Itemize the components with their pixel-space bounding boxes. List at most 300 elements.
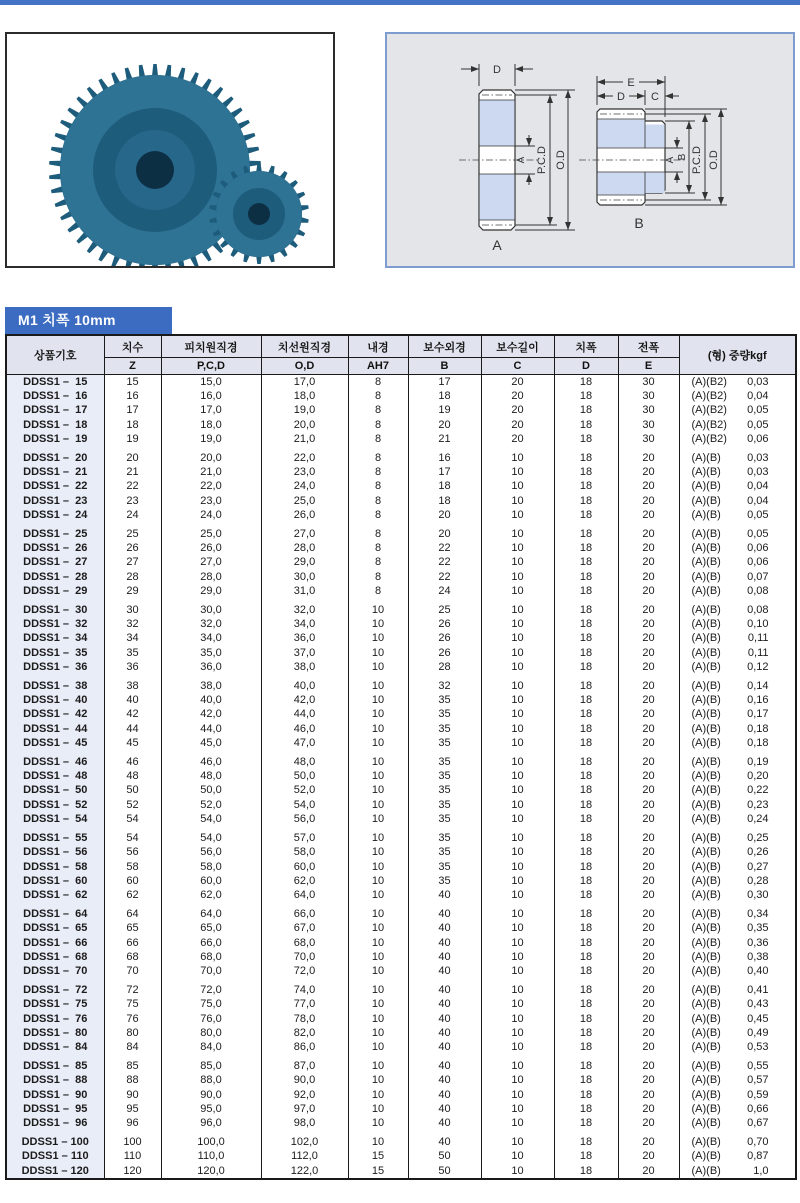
dim-label-od: O.D [555,150,567,170]
value-cell: 97,0 [261,1102,348,1116]
weight-value: 0,49 [747,1026,769,1039]
value-cell: 10 [481,1088,554,1102]
weight-cell [679,494,796,508]
value-cell: 23 [104,494,161,508]
value-cell: 46 [104,750,161,769]
weight-type: (A)(B) [691,936,721,949]
value-cell: 20 [481,403,554,417]
table-row [6,598,796,617]
table-row [6,936,796,950]
product-code-cell: DDSS1 – 30 [6,598,104,617]
value-cell: 10 [348,860,408,874]
weight-type: (A)(B) [691,646,721,659]
value-cell: 10 [348,660,408,674]
value-cell: 18 [554,902,618,921]
weight-value: 0,04 [747,390,769,403]
value-cell: 10 [348,631,408,645]
dim-label-a: A [516,156,527,164]
table-row [6,950,796,964]
value-cell: 110 [104,1149,161,1163]
table-row [6,769,796,783]
value-cell: 10 [348,693,408,707]
weight-value: 0,06 [747,556,769,569]
value-cell: 32 [408,674,481,693]
value-cell: 20 [618,555,679,569]
table-row [6,660,796,674]
product-code-cell: DDSS1 – 44 [6,722,104,736]
value-cell: 38 [104,674,161,693]
row-group [6,902,796,978]
weight-cell [679,646,796,660]
table-row [6,874,796,888]
weight-type: (A)(B) [691,950,721,963]
weight-value: 0,45 [747,1012,769,1025]
value-cell: 42,0 [161,707,261,721]
value-cell: 10 [481,570,554,584]
value-cell: 10 [348,1040,408,1054]
value-cell: 56,0 [161,845,261,859]
value-cell: 18 [408,389,481,403]
weight-type: (A)(B) [691,1026,721,1039]
table-row [6,1164,796,1179]
product-code-cell: DDSS1 – 120 [6,1164,104,1179]
value-cell: 29 [104,584,161,598]
table-row [6,845,796,859]
weight-value: 0,04 [747,494,769,507]
value-cell: 10 [481,860,554,874]
weight-cell [679,541,796,555]
product-code-cell: DDSS1 – 64 [6,902,104,921]
product-code-cell: DDSS1 – 60 [6,874,104,888]
product-code-cell: DDSS1 – 32 [6,617,104,631]
value-cell: 25 [408,598,481,617]
row-group [6,978,796,1054]
value-cell: 57,0 [261,826,348,845]
weight-type: (A)(B) [691,1012,721,1025]
value-cell: 10 [481,798,554,812]
small-gear-bore [248,203,270,225]
value-cell: 36,0 [161,660,261,674]
weight-type: (A)(B) [691,494,721,507]
gear-photo [5,32,335,268]
value-cell: 10 [481,750,554,769]
table-row [6,978,796,997]
value-cell: 10 [481,693,554,707]
value-cell: 34 [104,631,161,645]
table-row [6,432,796,446]
value-cell: 21 [408,432,481,446]
value-cell: 80,0 [161,1026,261,1040]
weight-type: (A)(B) [691,812,721,825]
value-cell: 10 [481,1116,554,1130]
value-cell: 18 [554,598,618,617]
value-cell: 40,0 [261,674,348,693]
value-cell: 10 [481,874,554,888]
value-cell: 20 [618,707,679,721]
value-cell: 18 [554,874,618,888]
value-cell: 20 [618,860,679,874]
value-cell: 20 [481,389,554,403]
row-group [6,1054,796,1130]
value-cell: 10 [348,1073,408,1087]
value-cell: 84,0 [161,1040,261,1054]
weight-type: (A)(B) [691,922,721,935]
value-cell: 18 [554,418,618,432]
weight-type: (A)(B) [691,984,721,997]
weight-value: 0,23 [747,798,769,811]
weight-value: 0,57 [747,1074,769,1087]
value-cell: 24,0 [161,508,261,522]
weight-value: 0,12 [747,660,769,673]
value-cell: 20 [618,950,679,964]
value-cell: 10 [481,997,554,1011]
weight-type: (A)(B) [691,1088,721,1101]
weight-value: 0,03 [747,466,769,479]
value-cell: 20 [618,693,679,707]
weight-type: (A)(B) [691,1150,721,1163]
weight-cell [679,598,796,617]
weight-type: (A)(B) [691,1102,721,1115]
value-cell: 20 [104,446,161,465]
value-cell: 10 [481,964,554,978]
value-cell: 8 [348,446,408,465]
weight-value: 0,34 [747,908,769,921]
value-cell: 20 [618,598,679,617]
value-cell: 24 [408,584,481,598]
weight-cell [679,707,796,721]
value-cell: 60,0 [161,874,261,888]
weight-cell [679,631,796,645]
value-cell: 20,0 [161,446,261,465]
weight-cell [679,950,796,964]
table-row [6,1102,796,1116]
value-cell: 20 [408,522,481,541]
weight-cell [679,826,796,845]
table-row [6,631,796,645]
product-code-cell: DDSS1 – 40 [6,693,104,707]
weight-type: (A)(B) [691,466,721,479]
value-cell: 66,0 [261,902,348,921]
value-cell: 18 [554,584,618,598]
weight-value: 0,36 [747,936,769,949]
weight-value: 0,17 [747,708,769,721]
value-cell: 10 [481,707,554,721]
value-cell: 64 [104,902,161,921]
weight-cell [679,465,796,479]
value-cell: 54 [104,812,161,826]
value-cell: 56,0 [261,812,348,826]
value-cell: 10 [348,722,408,736]
value-cell: 35 [408,874,481,888]
value-cell: 10 [481,465,554,479]
column-header: 전폭 [618,335,679,358]
value-cell: 75 [104,997,161,1011]
value-cell: 10 [481,936,554,950]
value-cell: 10 [481,902,554,921]
value-cell: 18 [554,446,618,465]
value-cell: 20 [618,1088,679,1102]
weight-type: (A)(B) [691,722,721,735]
value-cell: 20 [618,997,679,1011]
dim-label-a2: A [665,156,676,164]
value-cell: 35 [408,736,481,750]
value-cell: 34,0 [161,631,261,645]
value-cell: 10 [481,845,554,859]
value-cell: 20 [618,1040,679,1054]
weight-type: (A)(B2) [691,432,727,445]
value-cell: 65,0 [161,921,261,935]
value-cell: 68 [104,950,161,964]
value-cell: 18 [554,888,618,902]
weight-value: 0,04 [747,480,769,493]
value-cell: 20 [618,446,679,465]
column-subheader: Z [104,358,161,375]
value-cell: 82,0 [261,1026,348,1040]
value-cell: 68,0 [161,950,261,964]
weight-type: (A)(B) [691,736,721,749]
table-row [6,1026,796,1040]
value-cell: 19,0 [261,403,348,417]
value-cell: 40 [408,1102,481,1116]
weight-value: 0,25 [747,832,769,845]
table-row [6,570,796,584]
product-code-cell: DDSS1 – 25 [6,522,104,541]
value-cell: 10 [348,1102,408,1116]
value-cell: 8 [348,555,408,569]
value-cell: 60 [104,874,161,888]
value-cell: 10 [348,964,408,978]
value-cell: 10 [481,826,554,845]
table-row [6,494,796,508]
product-code-cell: DDSS1 – 29 [6,584,104,598]
value-cell: 40 [408,902,481,921]
weight-cell [679,693,796,707]
weight-type: (A)(B) [691,452,721,465]
value-cell: 76 [104,1012,161,1026]
row-group [6,826,796,902]
weight-cell [679,418,796,432]
weight-cell [679,888,796,902]
value-cell: 16 [408,446,481,465]
product-code-cell: DDSS1 – 24 [6,508,104,522]
column-subheader: E [618,358,679,375]
value-cell: 20 [618,465,679,479]
value-cell: 20 [618,978,679,997]
product-code-cell: DDSS1 – 95 [6,1102,104,1116]
value-cell: 8 [348,508,408,522]
value-cell: 15,0 [161,375,261,390]
value-cell: 16,0 [161,389,261,403]
weight-type: (A)(B2) [691,404,727,417]
product-code-cell: DDSS1 – 23 [6,494,104,508]
weight-value: 0,27 [747,860,769,873]
value-cell: 35 [408,798,481,812]
weight-value: 0,28 [747,874,769,887]
value-cell: 20 [618,845,679,859]
value-cell: 45,0 [161,736,261,750]
weight-cell [679,617,796,631]
weight-type: (A)(B2) [691,376,727,388]
value-cell: 20 [618,646,679,660]
value-cell: 27,0 [161,555,261,569]
weight-value: 0,26 [747,846,769,859]
value-cell: 70 [104,964,161,978]
value-cell: 22 [408,555,481,569]
value-cell: 44,0 [161,722,261,736]
value-cell: 40 [408,888,481,902]
weight-value: 0,30 [747,888,769,901]
table-row [6,479,796,493]
product-code-cell: DDSS1 – 45 [6,736,104,750]
weight-cell [679,403,796,417]
value-cell: 20 [408,508,481,522]
value-cell: 10 [348,1026,408,1040]
value-cell: 20 [618,826,679,845]
product-code-cell: DDSS1 – 58 [6,860,104,874]
value-cell: 86,0 [261,1040,348,1054]
weight-type: (A)(B2) [691,418,727,431]
weight-type: (A)(B) [691,998,721,1011]
weight-type: (A)(B) [691,542,721,555]
value-cell: 17 [104,403,161,417]
value-cell: 75,0 [161,997,261,1011]
value-cell: 44,0 [261,707,348,721]
value-cell: 40 [408,964,481,978]
section-title-banner [5,307,172,334]
value-cell: 20 [618,1116,679,1130]
value-cell: 87,0 [261,1054,348,1073]
weight-cell [679,479,796,493]
value-cell: 35 [408,693,481,707]
value-cell: 10 [348,598,408,617]
value-cell: 88 [104,1073,161,1087]
value-cell: 66 [104,936,161,950]
value-cell: 50 [104,783,161,797]
value-cell: 24,0 [261,479,348,493]
product-code-cell: DDSS1 – 85 [6,1054,104,1073]
value-cell: 10 [481,646,554,660]
gears-illustration [7,34,333,266]
value-cell: 10 [481,1102,554,1116]
value-cell: 28 [104,570,161,584]
column-subheader: B [408,358,481,375]
value-cell: 10 [481,722,554,736]
weight-type: (A)(B) [691,708,721,721]
table-row [6,508,796,522]
value-cell: 65 [104,921,161,935]
table-row [6,418,796,432]
spec-table [5,334,797,1180]
weight-value: 0,10 [747,618,769,631]
weight-type: (A)(B) [691,1040,721,1053]
product-code-cell: DDSS1 – 26 [6,541,104,555]
value-cell: 30 [618,389,679,403]
value-cell: 26,0 [261,508,348,522]
weight-value: 0,38 [747,950,769,963]
product-code-cell: DDSS1 – 84 [6,1040,104,1054]
value-cell: 40 [408,1116,481,1130]
value-cell: 18 [554,845,618,859]
table-row [6,446,796,465]
value-cell: 60,0 [261,860,348,874]
weight-type: (A)(B) [691,480,721,493]
weight-value: 0,24 [747,812,769,825]
value-cell: 40 [408,978,481,997]
value-cell: 80 [104,1026,161,1040]
value-cell: 18 [554,674,618,693]
product-code-cell: DDSS1 – 16 [6,389,104,403]
value-cell: 30,0 [261,570,348,584]
value-cell: 10 [481,921,554,935]
value-cell: 18 [554,617,618,631]
product-code-cell: DDSS1 – 17 [6,403,104,417]
value-cell: 10 [481,736,554,750]
value-cell: 38,0 [261,660,348,674]
value-cell: 62 [104,888,161,902]
weight-cell [679,446,796,465]
weight-value: 0,03 [747,452,769,465]
weight-type: (A)(B) [691,584,721,597]
value-cell: 18 [408,479,481,493]
weight-cell [679,1088,796,1102]
value-cell: 35 [408,826,481,845]
dim-label-b: B [677,153,688,161]
value-cell: 35 [408,783,481,797]
table-row [6,522,796,541]
product-code-cell: DDSS1 – 75 [6,997,104,1011]
value-cell: 35 [408,860,481,874]
value-cell: 10 [481,631,554,645]
value-cell: 20 [618,769,679,783]
value-cell: 20 [618,508,679,522]
value-cell: 20 [618,522,679,541]
value-cell: 8 [348,418,408,432]
value-cell: 52 [104,798,161,812]
weight-cell [679,736,796,750]
value-cell: 18 [554,736,618,750]
value-cell: 10 [481,1040,554,1054]
table-row [6,750,796,769]
dim-label-d: D [493,64,501,76]
table-row [6,646,796,660]
value-cell: 10 [481,584,554,598]
table-row [6,693,796,707]
table-row [6,617,796,631]
value-cell: 40 [408,1088,481,1102]
value-cell: 10 [348,997,408,1011]
value-cell: 48 [104,769,161,783]
value-cell: 70,0 [261,950,348,964]
weight-cell [679,798,796,812]
weight-type: (A)(B) [691,618,721,631]
value-cell: 20 [618,1149,679,1163]
value-cell: 18,0 [261,389,348,403]
value-cell: 27 [104,555,161,569]
value-cell: 18 [554,798,618,812]
value-cell: 10 [481,1164,554,1179]
value-cell: 64,0 [161,902,261,921]
value-cell: 26 [408,617,481,631]
value-cell: 10 [348,921,408,935]
value-cell: 18 [554,978,618,997]
value-cell: 20 [618,736,679,750]
weight-cell [679,555,796,569]
value-cell: 19,0 [161,432,261,446]
value-cell: 48,0 [161,769,261,783]
value-cell: 10 [348,1012,408,1026]
weight-value: 1,0 [753,1164,769,1177]
value-cell: 17 [408,465,481,479]
